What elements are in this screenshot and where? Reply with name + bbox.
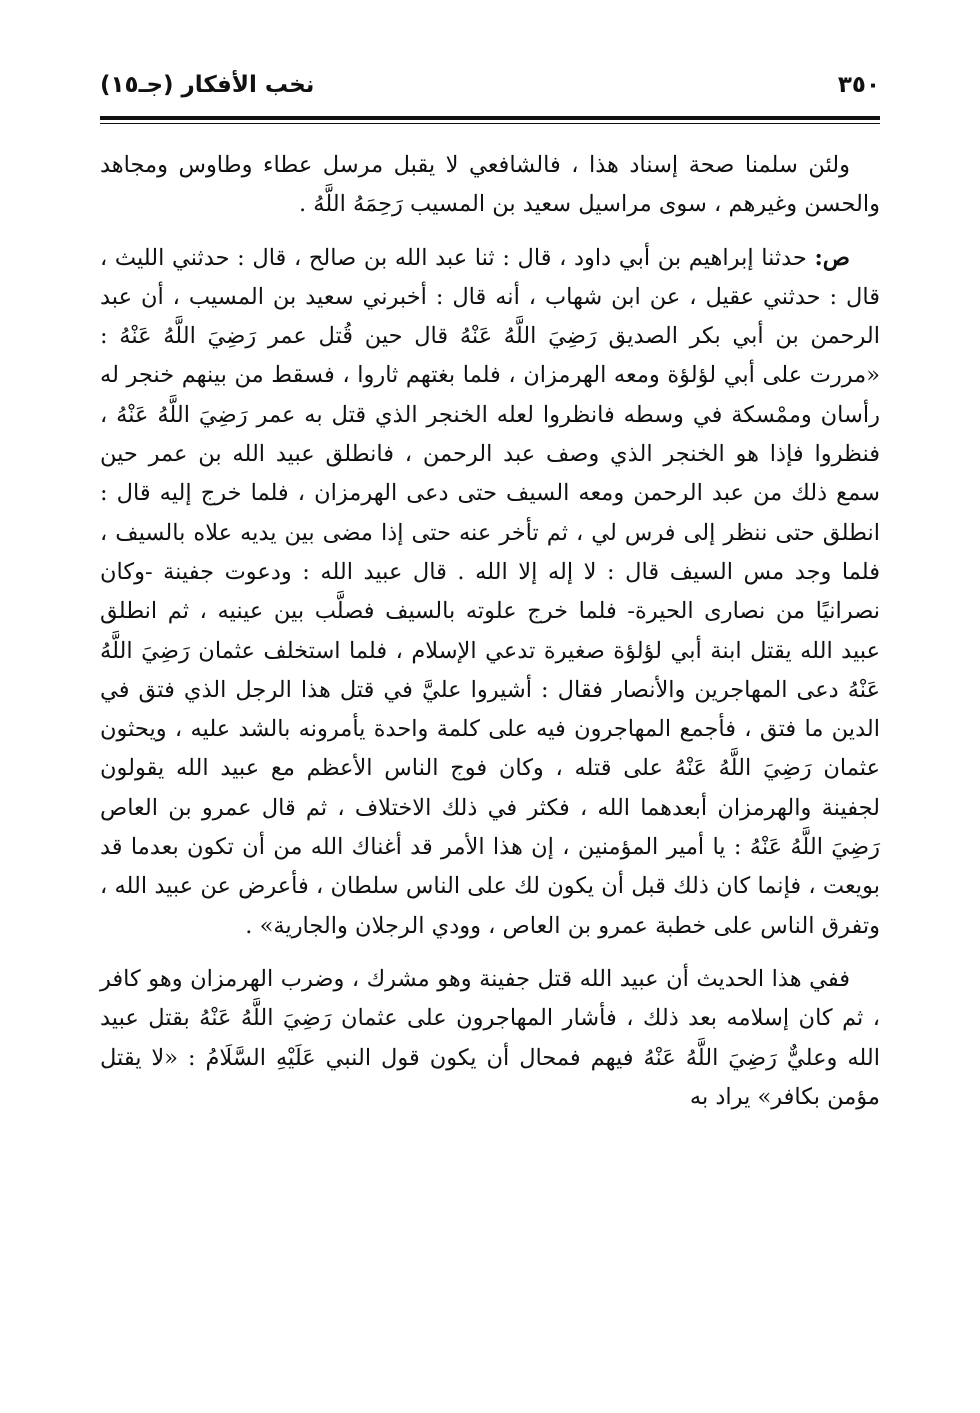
page-header <box>100 72 880 110</box>
body-text <box>100 146 880 1117</box>
page-number: ٣٥٠ <box>837 72 880 98</box>
running-title: نخب الأفكار (جـ١٥) <box>100 72 315 98</box>
paragraph-commentary <box>100 146 880 225</box>
header-rule-thin <box>100 123 880 124</box>
paragraph-hadith <box>100 239 880 946</box>
paragraph-text: ففي هذا الحديث أن عبيد الله قتل جفينة وهو مشرك ، وضرب الهرمزان وهو كافر ، ثم كان إسلامه بعد ذلك ، فأشار المهاجرون على عثمان رَضِيَ اللَّهُ عَنْهُ بقتل عبيد الله وعليٌّ رَضِيَ اللَّهُ عَنْهُ فيهم فمحال أن يكون قول النبي عَلَيْهِ السَّلَامُ : «لا يقتل مؤمن بكافر» يراد به <box>100 965 880 1110</box>
paragraph-text: حدثنا إبراهيم بن أبي داود ، قال : ثنا عبد الله بن صالح ، قال : حدثني الليث ، قال : حدثني عقيل ، عن ابن شهاب ، أنه قال : أخبرني سعيد بن المسيب ، أن عبد الرحمن بن أبي بكر الصديق رَضِيَ اللَّهُ عَنْهُ قال حين قُتل عمر رَضِيَ اللَّهُ عَنْهُ : «مررت على أبي لؤلؤة ومعه الهرمزان ، فلما بغتهم ثاروا ، فسقط من بينهم خنجر له رأسان وممْسكة في وسطه فانظروا لعله الخنجر الذي قتل به عمر رَضِيَ اللَّهُ عَنْهُ ، فنظروا فإذا هو الخنجر الذي وصف عبد الرحمن ، فانطلق عبيد الله بن عمر حين سمع ذلك من عبد الرحمن ومعه السيف حتى دعى الهرمزان ، فلما خرج إليه قال : انطلق حتى ننظر إلى فرس لي ، ثم تأخر عنه حتى إذا مضى بين يديه علاه بالسيف ، فلما وجد مس السيف قال : لا إله إلا الله . قال عبيد الله : ودعوت جفينة -وكان نصرانيًا من نصارى الحيرة- فلما خرج علوته بالسيف فصلَّب بين عينيه ، ثم انطلق عبيد الله يقتل ابنة أبي لؤلؤة صغيرة تدعي الإسلام ، فلما استخلف عثمان رَضِيَ اللَّهُ عَنْهُ دعى المهاجرين والأنصار فقال : أشيروا عليَّ في قتل هذا الرجل الذي فتق في الدين ما فتق ، فأجمع المهاجرون فيه على كلمة واحدة يأمرونه بالشد عليه ، ويحثون عثمان رَضِيَ اللَّهُ عَنْهُ على قتله ، وكان فوج الناس الأعظم مع عبيد الله يقولون لجفينة والهرمزان أبعدهما الله ، فكثر في ذلك الاختلاف ، ثم قال عمرو بن العاص رَضِيَ اللَّهُ عَنْهُ : يا أمير المؤمنين ، إن هذا الأمر قد أغناك الله من أن تكون بعدما قد بويعت ، فإنما كان ذلك قبل أن يكون لك على الناس سلطان ، فأعرض عن عبيد الله ، وتفرق الناس على خطبة عمرو بن العاص ، وودي الرجلان والجارية» . <box>100 244 880 939</box>
paragraph-analysis <box>100 960 880 1117</box>
header-rule-thick <box>100 116 880 120</box>
book-page <box>100 72 880 1117</box>
paragraph-text: ولئن سلمنا صحة إسناد هذا ، فالشافعي لا يقبل مرسل عطاء وطاوس ومجاهد والحسن وغيرهم ، سوى مراسيل سعيد بن المسيب رَحِمَهُ اللَّهُ . <box>100 152 880 218</box>
section-marker: ص: <box>814 244 850 271</box>
